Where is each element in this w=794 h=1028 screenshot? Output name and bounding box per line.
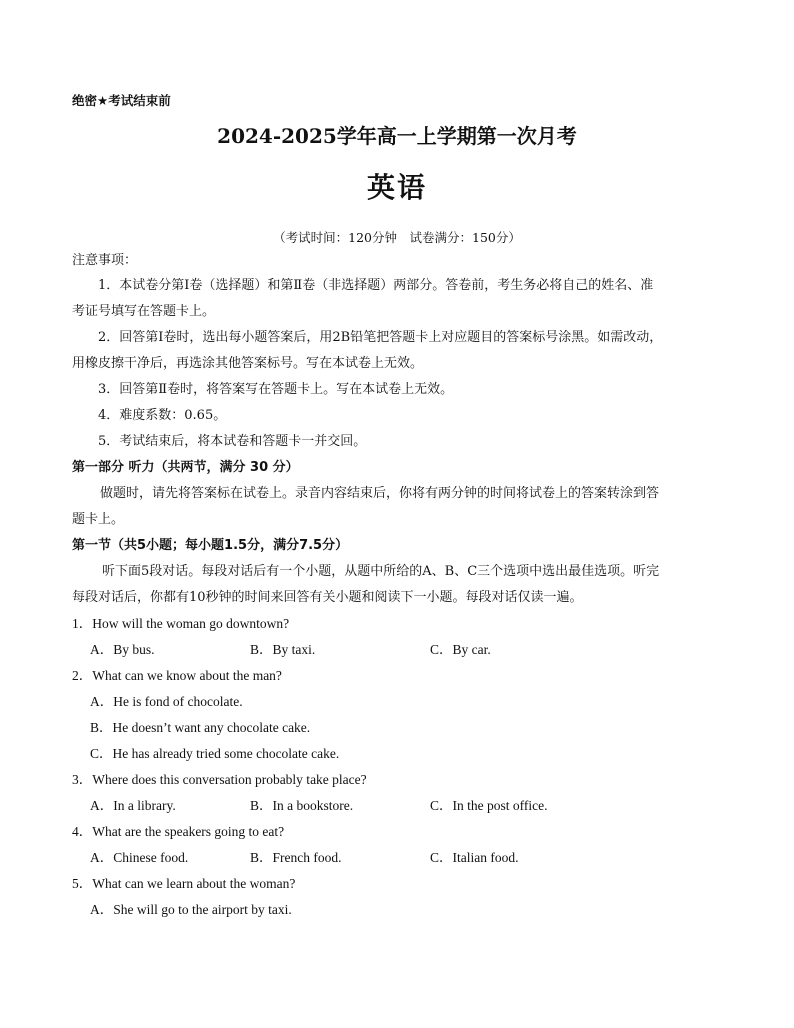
note-line: 用橡皮擦干净后，再选涂其他答案标号。写在本试卷上无效。 [72,356,424,371]
q3-option-b: B．In a bookstore. [250,798,354,813]
q1-option-b: B．By taxi. [250,642,316,657]
notes-heading: 注意事项： [72,253,138,268]
question-3: 3．Where does this conversation probably take place? [72,772,367,787]
note-line: 5．考试结束后，将本试卷和答题卡一并交回。 [98,434,367,449]
note-line: 4．难度系数：0.65。 [98,408,227,423]
note-line: 1．本试卷分第Ⅰ卷（选择题）和第Ⅱ卷（非选择题）两部分。答卷前，考生务必将自己的姓名、准 [98,278,654,293]
q4-option-b: B．French food. [250,850,342,865]
question-2: 2．What can we know about the man? [72,668,282,683]
q2-option-b: B．He doesn’t want any chocolate cake. [90,720,311,735]
q3-option-c: C．In the post office. [430,798,548,813]
section1-heading: 第一节（共5小题；每小题1.5分，满分7.5分） [72,538,349,553]
q1-option-a: A．By bus. [90,642,155,657]
confidential-label: 绝密★考试结束前 [72,93,171,108]
part1-instructions: 做题时，请先将答案标在试卷上。录音内容结束后，你将有两分钟的时间将试卷上的答案转涂到答 [100,486,660,501]
subject-title: 英语 [366,171,427,204]
note-line: 2．回答第Ⅰ卷时，选出每小题答案后，用2B铅笔把答题卡上对应题目的答案标号涂黑。如需改动， [98,330,663,345]
section1-instructions: 每段对话后，你都有10秒钟的时间来回答有关小题和阅读下一小题。每段对话仅读一遍。 [72,590,583,605]
exam-title: 2024-2025学年高一上学期第一次月考 [217,124,577,148]
q4-option-c: C．Italian food. [430,850,519,865]
part1-heading: 第一部分 听力（共两节，满分 30 分） [72,460,299,475]
section1-instructions: 听下面5段对话。每段对话后有一个小题，从题中所给的A、B、C三个选项中选出最佳选项。听完 [102,564,660,579]
q1-option-c: C．By car. [430,642,491,657]
note-line: 3．回答第Ⅱ卷时，将答案写在答题卡上。写在本试卷上无效。 [98,382,454,397]
note-line: 考证号填写在答题卡上。 [72,304,216,319]
question-1: 1．How will the woman go downtown? [72,616,290,631]
q2-option-a: A．He is fond of chocolate. [90,694,243,709]
question-5: 5．What can we learn about the woman? [72,876,296,891]
q2-option-c: C．He has already tried some chocolate cake. [90,746,340,761]
exam-info: （考试时间：120分钟 试卷满分：150分） [273,230,521,245]
q5-option-a: A．She will go to the airport by taxi. [90,902,292,917]
question-4: 4．What are the speakers going to eat? [72,824,285,839]
part1-instructions: 题卡上。 [72,512,125,527]
q4-option-a: A．Chinese food. [90,850,189,865]
q3-option-a: A．In a library. [90,798,176,813]
